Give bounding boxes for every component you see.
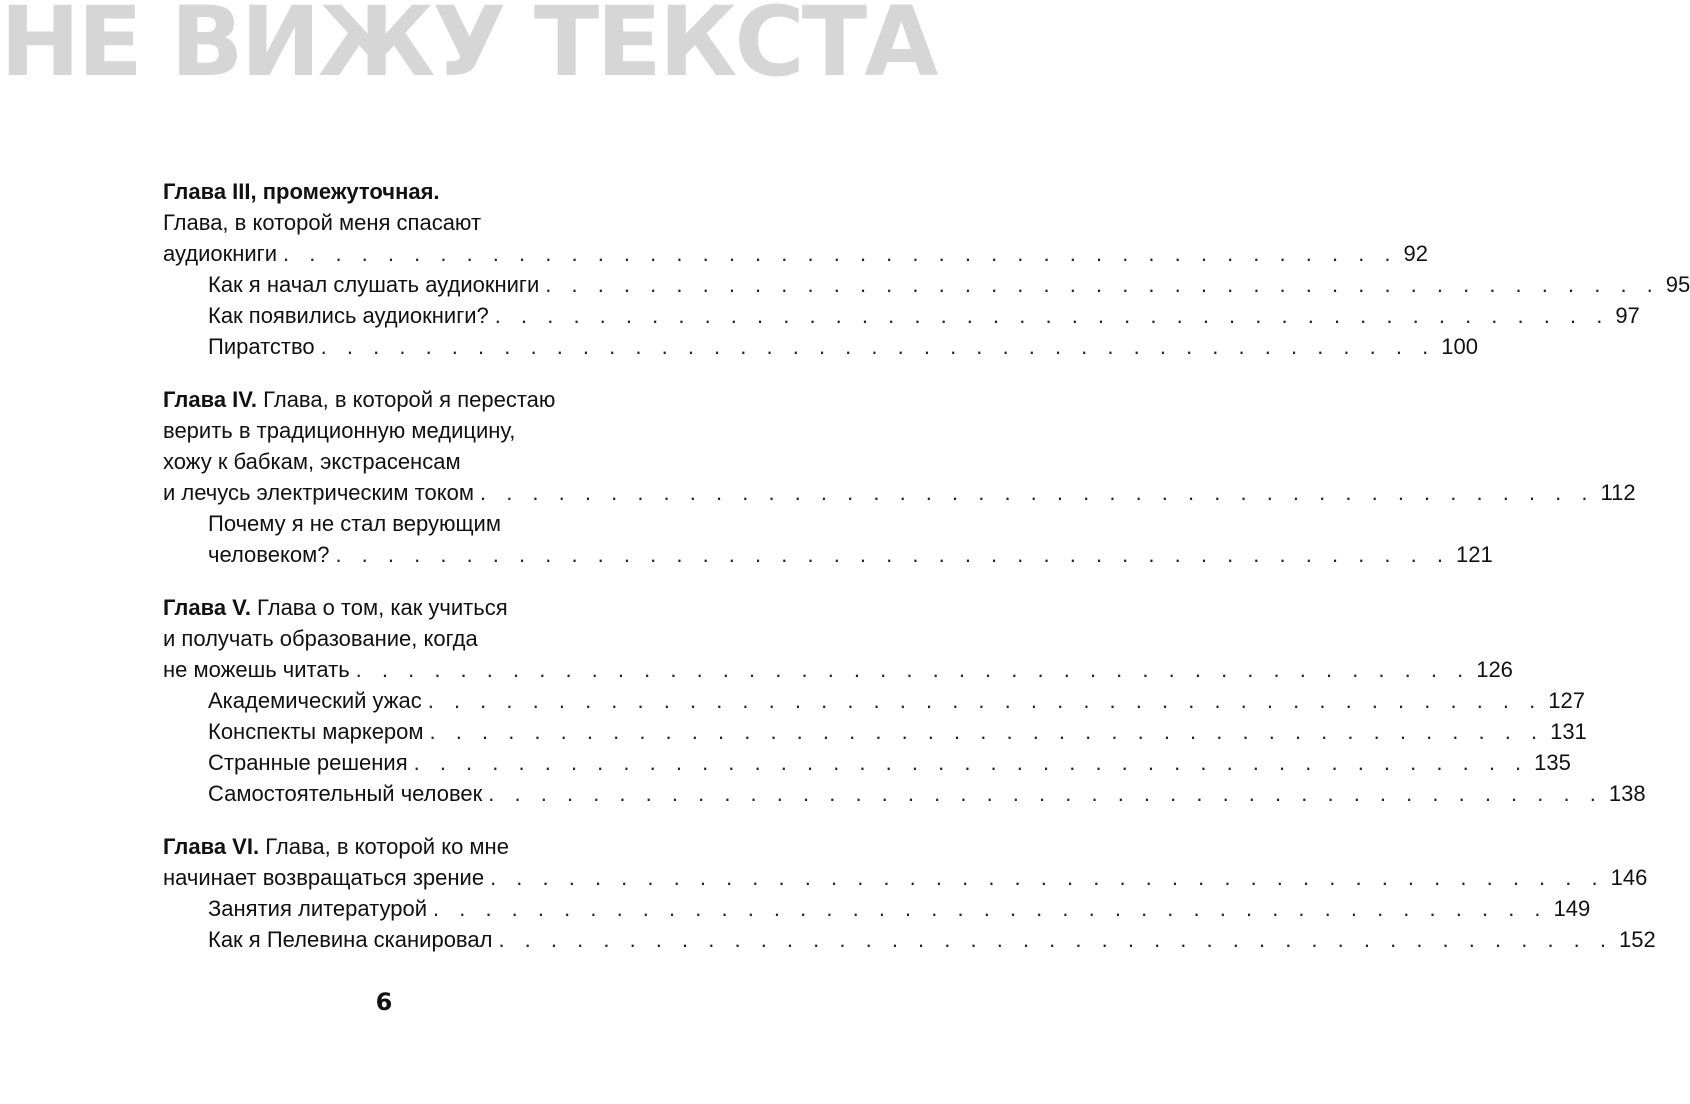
- toc-chapter-line: [163, 592, 656, 623]
- dot-leader: . . . . . . . . . . . . . . . . . . . . . . . . . . . . . . . . . . . . . . . . . . .: [283, 241, 1398, 266]
- chapter-title: не можешь читать: [163, 657, 350, 682]
- toc-page-number: 127: [1548, 688, 1585, 713]
- toc-section-title: Почему я не стал верующим: [208, 511, 501, 536]
- toc-chapter-text: [163, 654, 350, 685]
- toc-page-number: 95: [1665, 272, 1690, 297]
- toc-chapter-text: [163, 477, 474, 508]
- toc-section-title: Пиратство: [208, 334, 315, 359]
- dot-leader: . . . . . . . . . . . . . . . . . . . . . . . . . . . . . . . . . . . . . . . . . . .: [545, 272, 1660, 297]
- dot-leader: . . . . . . . . . . . . . . . . . . . . . . . . . . . . . . . . . . . . . . . . . . .: [429, 719, 1545, 744]
- chapter-number: Глава III, промежуточная.: [163, 179, 440, 204]
- toc-chapter-text: [163, 592, 508, 623]
- toc-section-line: [163, 331, 1478, 362]
- dot-leader: . . . . . . . . . . . . . . . . . . . . . . . . . . . . . . . . . . . . . . . . . . .: [433, 896, 1548, 921]
- toc-chapter: [163, 831, 1656, 955]
- toc-section-title: Как я Пелевина сканировал: [208, 927, 493, 952]
- toc-page-number: 126: [1476, 657, 1513, 682]
- toc-chapter-line: [163, 862, 1648, 893]
- toc-page-number: 152: [1619, 927, 1656, 952]
- chapter-title: Глава о том, как учиться: [250, 595, 508, 620]
- toc-chapter-text: [163, 207, 481, 238]
- toc-page-number: 135: [1534, 750, 1571, 775]
- toc-chapter-line: [163, 623, 656, 654]
- chapter-title: верить в традиционную медицину,: [163, 418, 516, 443]
- chapter-number: Глава IV.: [163, 387, 258, 412]
- chapter-title: хожу к бабкам, экстрасенсам: [163, 449, 461, 474]
- dot-leader: . . . . . . . . . . . . . . . . . . . . . . . . . . . . . . . . . . . . . . . . . . .: [488, 781, 1603, 806]
- dot-leader: . . . . . . . . . . . . . . . . . . . . . . . . . . . . . . . . . . . . . . . . . . .: [320, 334, 1436, 359]
- chapter-title: Глава, в которой ко мне: [259, 834, 509, 859]
- toc-chapter-text: [163, 831, 509, 862]
- dot-leader: . . . . . . . . . . . . . . . . . . . . . . . . . . . . . . . . . . . . . . . . . . .: [498, 927, 1613, 952]
- toc-chapter-line: [163, 477, 1636, 508]
- toc-section-line: [163, 778, 1646, 809]
- chapter-title: и получать образование, когда: [163, 626, 478, 651]
- toc-section-title: Как появились аудиокниги?: [208, 303, 489, 328]
- toc-chapter-line: [163, 384, 656, 415]
- toc-page-number: 146: [1610, 865, 1648, 890]
- toc-page-number: 97: [1615, 303, 1640, 328]
- dot-leader: . . . . . . . . . . . . . . . . . . . . . . . . . . . . . . . . . . . . . . . . . . .: [494, 303, 1610, 328]
- toc-section-title: Странные решения: [208, 750, 408, 775]
- chapter-number: Глава V.: [163, 595, 251, 620]
- toc-page-number: 121: [1455, 542, 1493, 567]
- toc-page-number: 149: [1553, 896, 1591, 921]
- chapter-title: аудиокниги: [163, 241, 277, 266]
- toc-chapter-text: [163, 238, 277, 269]
- chapter-title: Глава, в которой я перестаю: [257, 387, 556, 412]
- running-header: НЕ ВИЖУ ТЕКСТА: [0, 0, 936, 98]
- toc-section-title: Занятия литературой: [208, 896, 427, 921]
- toc-chapter-line: [163, 446, 656, 477]
- toc-section-line: [163, 300, 1640, 331]
- dot-leader: . . . . . . . . . . . . . . . . . . . . . . . . . . . . . . . . . . . . . . . . . . .: [427, 688, 1543, 713]
- toc-page-number: 100: [1441, 334, 1478, 359]
- toc-chapter-line: [163, 654, 1513, 685]
- chapter-number: Глава VI.: [163, 834, 260, 859]
- toc-section-title: Самостоятельный человек: [208, 781, 483, 806]
- toc-section-title: человеком?: [208, 542, 330, 567]
- table-of-contents: [163, 176, 1690, 977]
- chapter-title: и лечусь электрическим током: [163, 480, 474, 505]
- toc-chapter: [163, 384, 1636, 570]
- toc-chapter-text: [163, 446, 461, 477]
- toc-page-number: 138: [1608, 781, 1646, 806]
- toc-chapter-text: [163, 176, 440, 207]
- toc-chapter-text: [163, 623, 478, 654]
- toc-chapter-text: [163, 384, 555, 415]
- toc-chapter: [163, 592, 1646, 809]
- toc-section-title: Конспекты маркером: [208, 719, 424, 744]
- chapter-title: начинает возвращаться зрение: [163, 865, 485, 890]
- chapter-title: Глава, в которой меня спасают: [163, 210, 482, 235]
- toc-chapter-line: [163, 415, 656, 446]
- toc-section-line: [163, 539, 1493, 570]
- toc-chapter-line: [163, 176, 656, 207]
- toc-section-title: Как я начал слушать аудиокниги: [208, 272, 540, 297]
- toc-page-number: 112: [1600, 480, 1636, 505]
- toc-section-line: [163, 716, 1587, 747]
- toc-chapter-text: [163, 415, 515, 446]
- dot-leader: . . . . . . . . . . . . . . . . . . . . . . . . . . . . . . . . . . . . . . . . . . .: [355, 657, 1471, 682]
- toc-chapter-line: [163, 831, 656, 862]
- dot-leader: . . . . . . . . . . . . . . . . . . . . . . . . . . . . . . . . . . . . . . . . . . .: [335, 542, 1450, 567]
- toc-chapter-text: [163, 862, 484, 893]
- toc-chapter: [163, 176, 1690, 362]
- toc-page-number: 92: [1403, 241, 1429, 266]
- toc-chapter-line: [163, 238, 1429, 269]
- toc-section-line: [163, 747, 1571, 778]
- toc-chapter-line: [163, 207, 656, 238]
- toc-section-line: [163, 508, 656, 539]
- toc-section-line: [163, 269, 1690, 300]
- dot-leader: . . . . . . . . . . . . . . . . . . . . . . . . . . . . . . . . . . . . . . . . . . .: [479, 480, 1595, 505]
- dot-leader: . . . . . . . . . . . . . . . . . . . . . . . . . . . . . . . . . . . . . . . . . . .: [490, 865, 1605, 890]
- toc-page-number: 131: [1550, 719, 1587, 744]
- toc-section-line: [163, 893, 1591, 924]
- toc-section-title: Академический ужас: [208, 688, 422, 713]
- dot-leader: . . . . . . . . . . . . . . . . . . . . . . . . . . . . . . . . . . . . . . . . . . .: [413, 750, 1529, 775]
- toc-section-line: [163, 685, 1585, 716]
- page-number: 6: [375, 988, 393, 1016]
- toc-section-line: [163, 924, 1656, 955]
